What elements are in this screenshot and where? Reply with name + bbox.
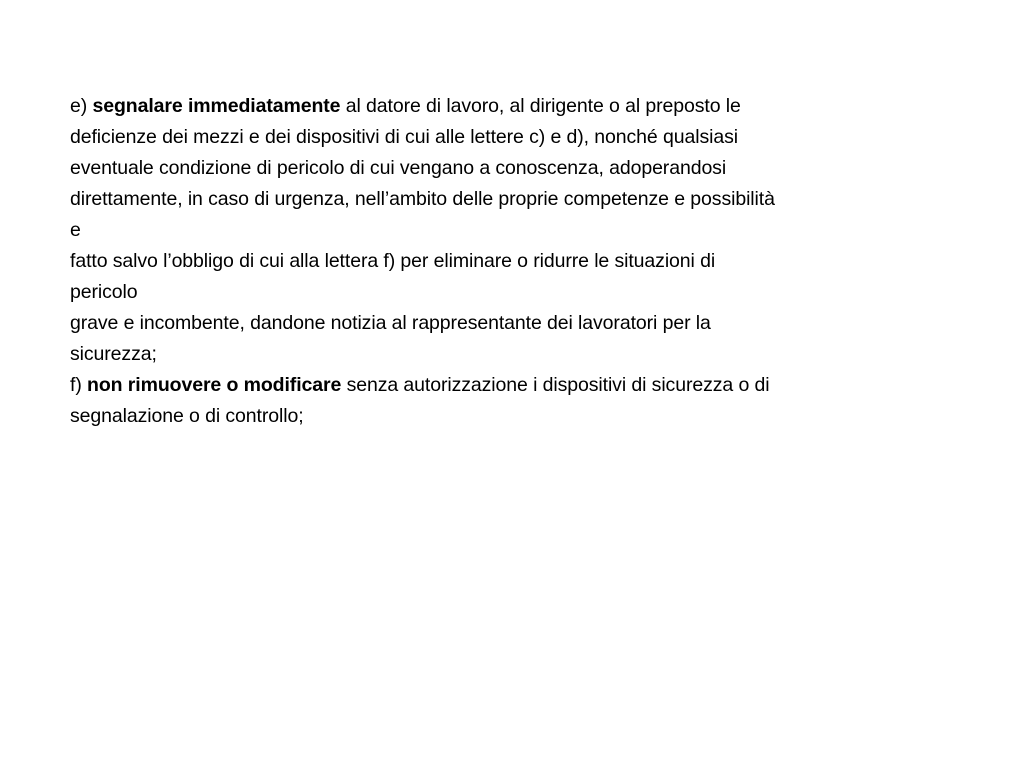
paragraph-e-line-3: eventuale condizione di pericolo di cui vengano a conoscenza, adoperandosi: [70, 157, 727, 179]
paragraph-f-line-2: segnalazione o di controllo;: [70, 405, 304, 427]
paragraph-f-line-1-rest: senza autorizzazione i dispositivi di sicurezza o di: [341, 374, 770, 396]
paragraph-f-bold: non rimuovere o modificare: [87, 374, 342, 396]
slide-text-body: [70, 91, 970, 432]
paragraph-e-line-8: grave e incombente, dandone notizia al rappresentante dei lavoratori per la: [70, 312, 711, 334]
paragraph-e-line-5: e: [70, 219, 81, 241]
paragraph-e-line-4: direttamente, in caso di urgenza, nell’ambito delle proprie competenze e possibilità: [70, 188, 775, 210]
paragraph-e-line-9: sicurezza;: [70, 343, 157, 365]
paragraph-e-line-1-rest: al datore di lavoro, al dirigente o al preposto le: [340, 95, 741, 117]
paragraph-e-prefix: e): [70, 95, 93, 117]
paragraph-e-line-6: fatto salvo l’obbligo di cui alla lettera f) per eliminare o ridurre le situazioni di: [70, 250, 716, 272]
paragraph-e-bold: segnalare immediatamente: [92, 95, 341, 117]
paragraph-e-line-2: deficienze dei mezzi e dei dispositivi di cui alle lettere c) e d), nonché qualsiasi: [70, 126, 738, 148]
paragraph-f-prefix: f): [70, 374, 88, 396]
paragraph-e-line-1: [70, 91, 970, 122]
paragraph-e-line-7: pericolo: [70, 281, 138, 303]
paragraph-f-line-1: [70, 370, 970, 401]
